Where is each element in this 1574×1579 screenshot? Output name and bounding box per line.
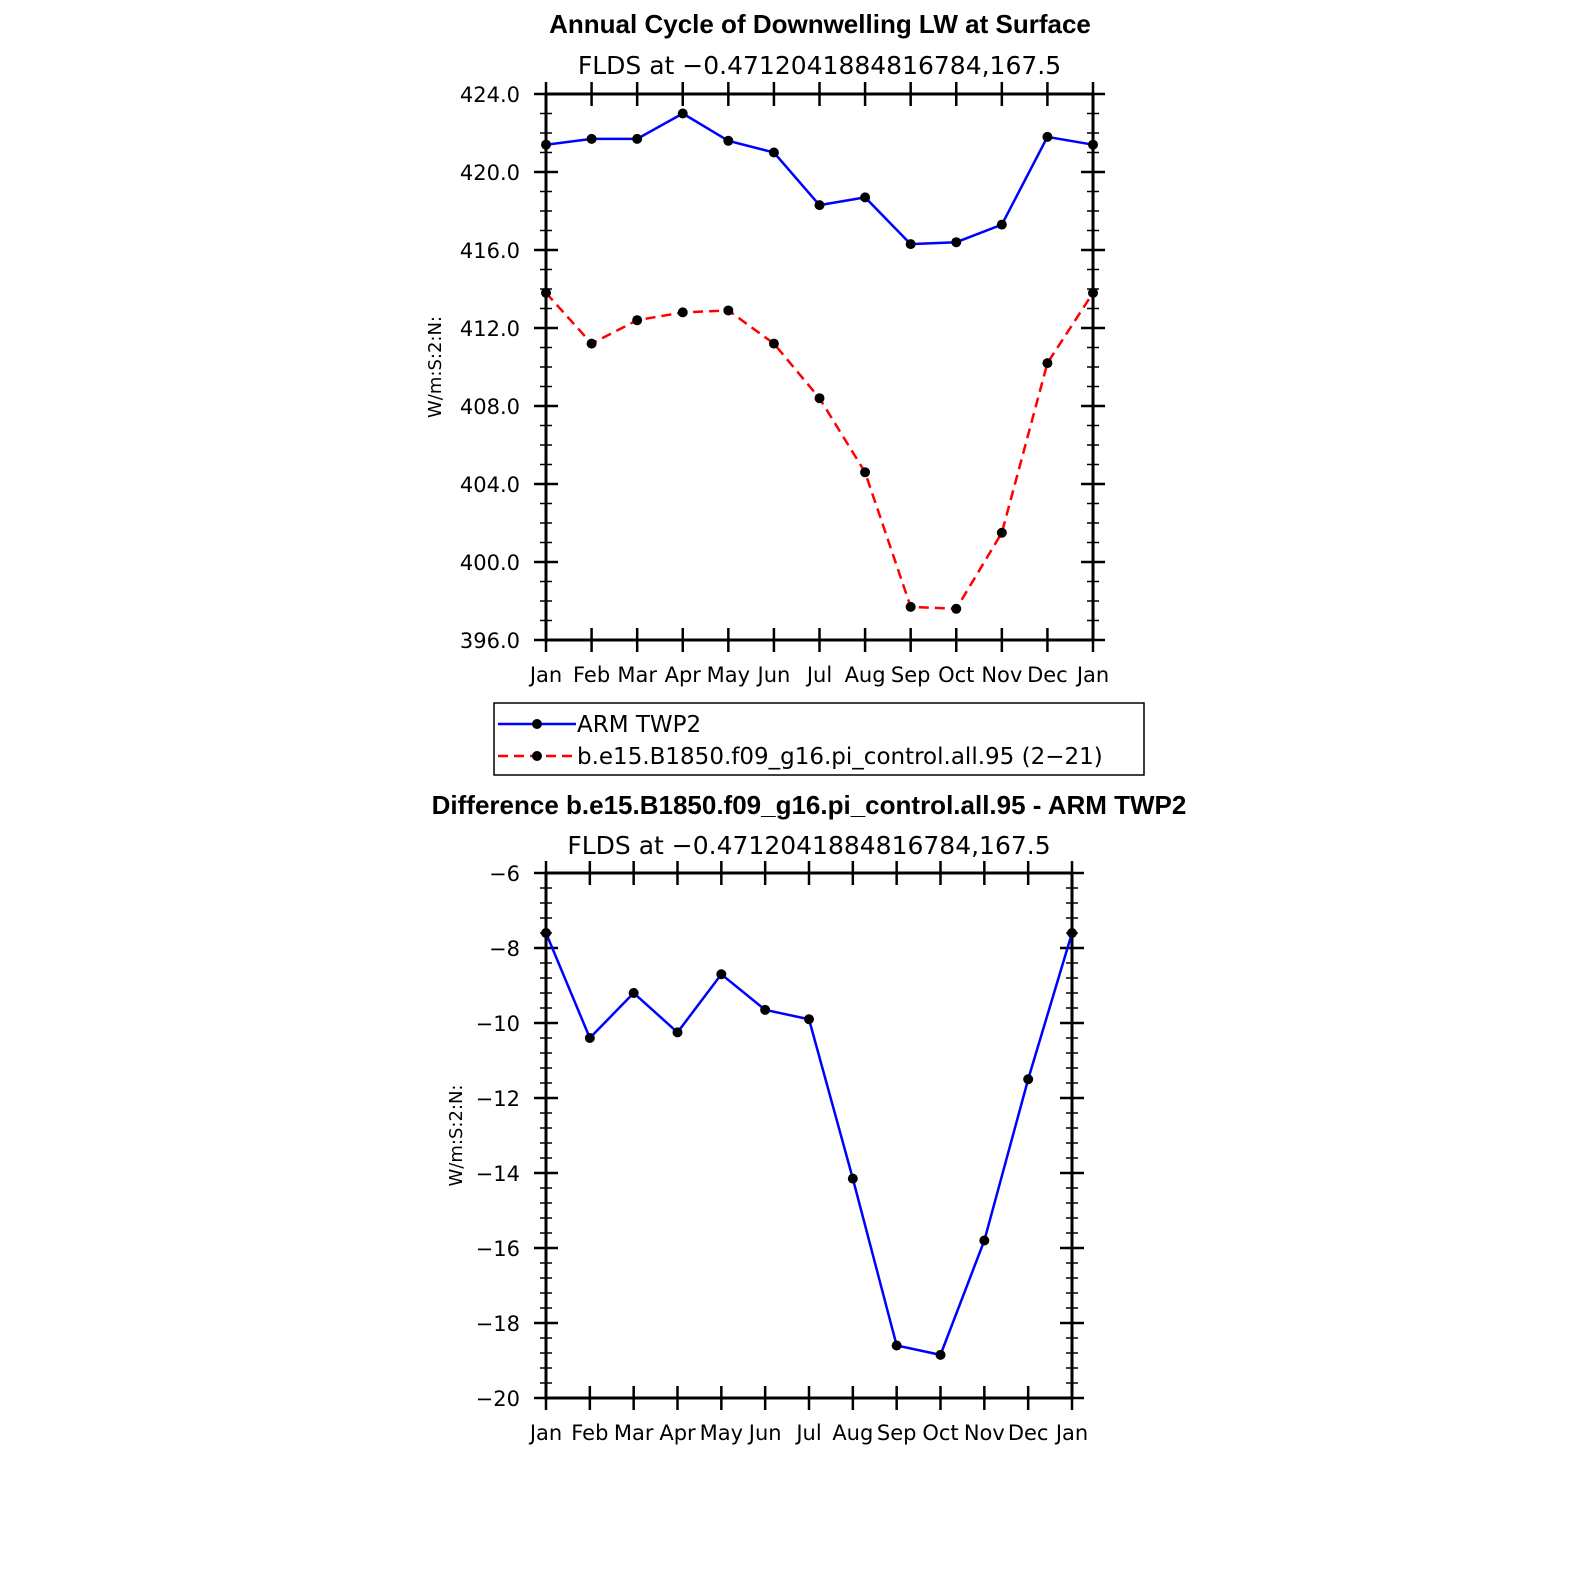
data-point — [979, 1236, 989, 1246]
data-point — [951, 237, 961, 247]
x-tick-label: Jun — [757, 663, 791, 687]
x-tick-label: Aug — [832, 1421, 874, 1445]
data-point — [632, 134, 642, 144]
y-tick-label: −20 — [475, 1387, 520, 1411]
y-tick-label: 408.0 — [459, 395, 520, 419]
data-point — [997, 220, 1007, 230]
y-tick-label: −14 — [475, 1162, 520, 1186]
chart-subtitle: FLDS at −0.4712041884816784,167.5 — [567, 831, 1051, 860]
plot-frame — [546, 873, 1072, 1398]
data-point — [1088, 140, 1098, 150]
data-point — [804, 1014, 814, 1024]
y-tick-label: −16 — [475, 1237, 520, 1261]
data-point — [716, 969, 726, 979]
y-tick-label: −12 — [475, 1087, 520, 1111]
data-point — [678, 109, 688, 119]
data-point — [678, 307, 688, 317]
y-tick-label: 404.0 — [459, 473, 520, 497]
plot-frame — [546, 94, 1093, 640]
x-tick-label: May — [699, 1421, 744, 1445]
y-tick-label: 420.0 — [459, 161, 520, 185]
x-tick-label: Jan — [1076, 663, 1110, 687]
legend — [494, 703, 1144, 775]
series-line-2 — [546, 293, 1093, 609]
chart-subtitle: FLDS at −0.4712041884816784,167.5 — [577, 51, 1062, 80]
x-tick-label: Oct — [938, 663, 975, 687]
data-point — [673, 1027, 683, 1037]
data-point — [632, 315, 642, 325]
legend-label: b.e15.B1850.f09_g16.pi_control.all.95 (2−21) — [577, 744, 1103, 770]
data-point — [815, 393, 825, 403]
chart-title: Annual Cycle of Downwelling LW at Surface — [549, 9, 1091, 39]
x-tick-label: Jul — [796, 1421, 822, 1445]
x-tick-label: Jan — [529, 663, 563, 687]
y-tick-label: 400.0 — [459, 551, 520, 575]
data-point — [769, 148, 779, 158]
y-tick-label: 396.0 — [459, 629, 520, 653]
x-tick-label: Apr — [659, 1421, 696, 1445]
x-tick-label: Nov — [963, 1421, 1005, 1445]
legend-label: ARM TWP2 — [577, 712, 702, 738]
y-tick-label: −10 — [475, 1012, 520, 1036]
chart-2 — [432, 790, 1187, 1445]
y-axis-label: W/m:S:2:N: — [425, 316, 446, 418]
series-line-1 — [546, 114, 1093, 245]
chart-title: Difference b.e15.B1850.f09_g16.pi_control.all.95 - ARM TWP2 — [431, 790, 1187, 820]
data-point — [815, 200, 825, 210]
data-point — [587, 339, 597, 349]
x-tick-label: Jan — [1055, 1421, 1089, 1445]
data-point — [1042, 132, 1052, 142]
data-point — [1042, 358, 1052, 368]
y-tick-label: −8 — [489, 937, 520, 961]
data-point — [723, 305, 733, 315]
y-tick-label: 416.0 — [459, 239, 520, 263]
x-tick-label: Nov — [981, 663, 1023, 687]
data-point — [892, 1341, 902, 1351]
data-point — [629, 988, 639, 998]
x-tick-label: Mar — [617, 663, 657, 687]
y-axis-label: W/m:S:2:N: — [446, 1084, 467, 1187]
y-tick-label: 424.0 — [459, 83, 520, 107]
chart-1 — [425, 9, 1144, 775]
data-point — [723, 136, 733, 146]
data-point — [860, 467, 870, 477]
x-tick-label: Apr — [664, 663, 701, 687]
x-tick-label: Dec — [1007, 1421, 1049, 1445]
x-tick-label: Mar — [613, 1421, 654, 1445]
x-tick-label: Aug — [844, 663, 886, 687]
data-point — [1088, 288, 1098, 298]
x-tick-label: Jun — [748, 1421, 782, 1445]
data-point — [769, 339, 779, 349]
x-tick-label: Jul — [806, 663, 833, 687]
x-tick-label: Sep — [890, 663, 931, 687]
x-tick-label: May — [706, 663, 751, 687]
data-point — [951, 604, 961, 614]
x-tick-label: Dec — [1027, 663, 1068, 687]
legend-marker — [532, 719, 542, 729]
y-tick-label: −6 — [489, 862, 520, 886]
data-point — [1023, 1074, 1033, 1084]
data-point — [997, 528, 1007, 538]
data-point — [541, 140, 551, 150]
y-tick-label: −18 — [475, 1312, 520, 1336]
data-point — [587, 134, 597, 144]
data-point — [906, 239, 916, 249]
data-point — [848, 1174, 858, 1184]
x-tick-label: Feb — [571, 1421, 609, 1445]
x-tick-label: Jan — [529, 1421, 563, 1445]
series-line-1 — [546, 933, 1072, 1355]
data-point — [541, 928, 551, 938]
x-tick-label: Sep — [876, 1421, 917, 1445]
data-point — [585, 1033, 595, 1043]
x-tick-label: Feb — [572, 663, 611, 687]
y-tick-label: 412.0 — [459, 317, 520, 341]
data-point — [860, 192, 870, 202]
x-tick-label: Oct — [922, 1421, 959, 1445]
legend-marker — [532, 751, 542, 761]
data-point — [906, 602, 916, 612]
data-point — [936, 1350, 946, 1360]
data-point — [760, 1005, 770, 1015]
data-point — [541, 288, 551, 298]
data-point — [1067, 928, 1077, 938]
